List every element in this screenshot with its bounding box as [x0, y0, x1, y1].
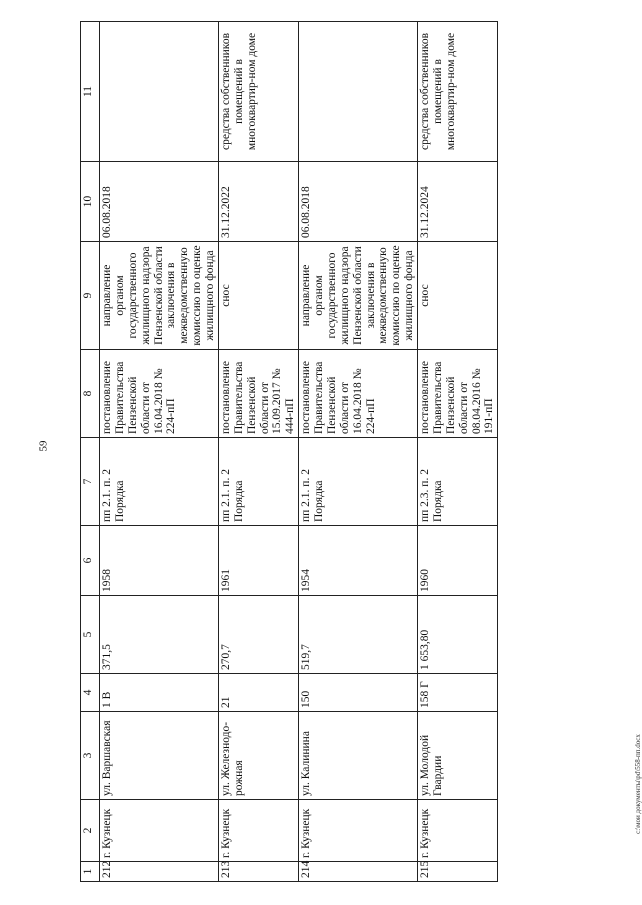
cell-street: ул. Молодой Гвардии — [418, 712, 498, 800]
table-row — [218, 22, 298, 882]
col-header-4: 4 — [81, 674, 100, 712]
header-row — [81, 22, 100, 882]
cell-number: 212 — [100, 862, 219, 882]
table-row — [299, 22, 418, 882]
housing-table — [80, 21, 498, 882]
cell-number: 213 — [218, 862, 298, 882]
cell-method: снос — [418, 242, 498, 350]
cell-method: направление органом государственного жилищного надзора Пензенской области заключения в межведомственную комиссию по оценке жилищного фонда — [100, 242, 219, 350]
cell-act: постановление Правительства Пензенской области от 15.09.2017 № 444-пП — [218, 350, 298, 438]
cell-year: 1954 — [299, 526, 418, 596]
cell-source — [100, 22, 219, 162]
cell-number: 215 — [418, 862, 498, 882]
cell-basis: пп 2.1. п. 2 Порядка — [218, 438, 298, 526]
cell-city: г. Кузнецк — [218, 800, 298, 862]
col-header-10: 10 — [81, 162, 100, 242]
cell-number: 214 — [299, 862, 418, 882]
cell-year: 1961 — [218, 526, 298, 596]
col-header-2: 2 — [81, 800, 100, 862]
cell-act: постановление Правительства Пензенской области от 08.04.2016 № 191-пП — [418, 350, 498, 438]
page-number: 59 — [37, 440, 50, 452]
cell-city: г. Кузнецк — [299, 800, 418, 862]
cell-date: 31.12.2022 — [218, 162, 298, 242]
cell-street: ул. Калинина — [299, 712, 418, 800]
cell-area: 371,5 — [100, 596, 219, 674]
cell-method: направление органом государственного жилищного надзора Пензенской области заключения в межведомственную комиссию по оценке жилищного фонда — [299, 242, 418, 350]
col-header-7: 7 — [81, 438, 100, 526]
cell-year: 1958 — [100, 526, 219, 596]
cell-city: г. Кузнецк — [100, 800, 219, 862]
col-header-1: 1 — [81, 862, 100, 882]
cell-basis: пп 2.1. п. 2 Порядка — [299, 438, 418, 526]
cell-act: постановление Правительства Пензенской области от 16.04.2018 № 224-пП — [299, 350, 418, 438]
cell-area: 519,7 — [299, 596, 418, 674]
cell-city: г. Кузнецк — [418, 800, 498, 862]
cell-year: 1960 — [418, 526, 498, 596]
cell-date: 31.12.2024 — [418, 162, 498, 242]
cell-date: 06.08.2018 — [100, 162, 219, 242]
cell-house: 1 В — [100, 674, 219, 712]
table-row — [100, 22, 219, 882]
cell-area: 270,7 — [218, 596, 298, 674]
cell-house: 21 — [218, 674, 298, 712]
cell-house: 150 — [299, 674, 418, 712]
col-header-6: 6 — [81, 526, 100, 596]
cell-date: 06.08.2018 — [299, 162, 418, 242]
table-row — [418, 22, 498, 882]
cell-street: ул. Железнодо-рожная — [218, 712, 298, 800]
cell-street: ул. Варшавская — [100, 712, 219, 800]
cell-source: средства собственников помещений в многоквартир-ном доме — [218, 22, 298, 162]
cell-basis: пп 2.3. п. 2 Порядка — [418, 438, 498, 526]
cell-source: средства собственников помещений в многоквартир-ном доме — [418, 22, 498, 162]
col-header-5: 5 — [81, 596, 100, 674]
col-header-11: 11 — [81, 22, 100, 162]
cell-area: 1 653,80 — [418, 596, 498, 674]
col-header-3: 3 — [81, 712, 100, 800]
cell-basis: пп 2.1. п. 2 Порядка — [100, 438, 219, 526]
cell-source — [299, 22, 418, 162]
cell-method: снос — [218, 242, 298, 350]
col-header-8: 8 — [81, 350, 100, 438]
cell-house: 158 Г — [418, 674, 498, 712]
cell-act: постановление Правительства Пензенской области от 16.04.2018 № 224-пП — [100, 350, 219, 438]
col-header-9: 9 — [81, 242, 100, 350]
document-footer-path: c:\мои документы\pd\558-пп.docx — [633, 734, 642, 834]
rotated-table-container — [80, 22, 580, 882]
